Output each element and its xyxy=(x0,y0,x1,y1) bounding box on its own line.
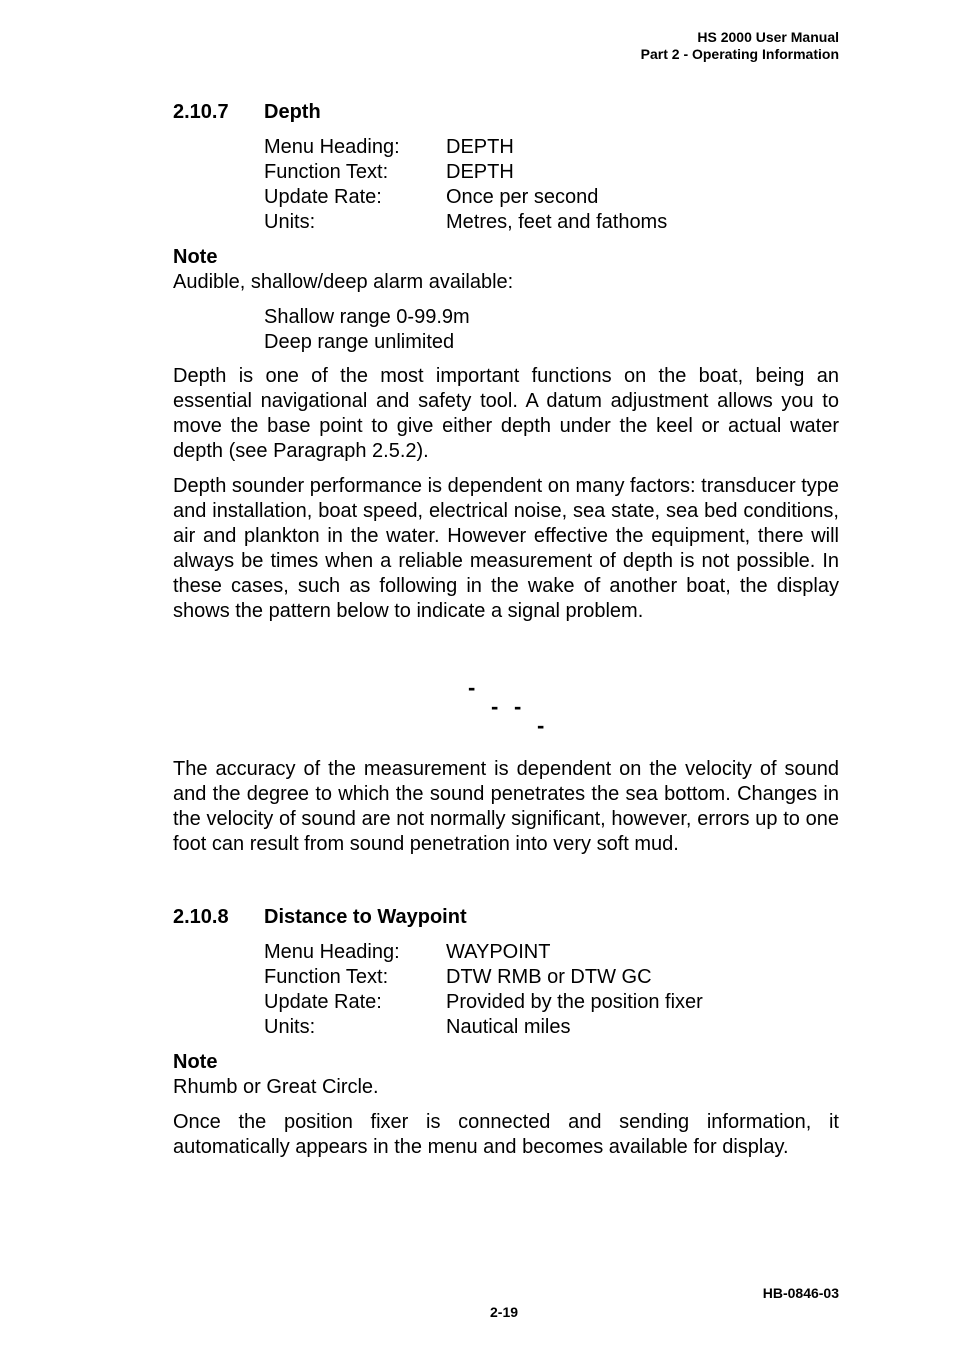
range-item: Deep range unlimited xyxy=(264,331,455,353)
note-text: Rhumb or Great Circle. xyxy=(173,1076,379,1098)
pattern-dash: - xyxy=(468,675,476,700)
note-heading: Note xyxy=(173,1051,218,1073)
spec-label: Function Text: xyxy=(264,966,389,988)
spec-value: DTW RMB or DTW GC xyxy=(446,966,652,988)
note-heading: Note xyxy=(173,246,218,268)
spec-row xyxy=(264,940,550,965)
spec-label: Units: xyxy=(264,211,316,233)
section-heading-depth xyxy=(173,100,321,125)
page-number: 2-19 xyxy=(490,1304,519,1320)
section-number: 2.10.8 xyxy=(173,906,229,928)
spec-row xyxy=(264,160,514,185)
range-item: Shallow range 0-99.9m xyxy=(264,306,470,328)
spec-value: Once per second xyxy=(446,186,599,208)
spec-label: Menu Heading: xyxy=(264,136,400,158)
section-number: 2.10.7 xyxy=(173,101,229,123)
note-text: Audible, shallow/deep alarm available: xyxy=(173,271,514,293)
paragraph: Once the position fixer is connected and sending information, it automatically appears in the menu and becomes available for display. xyxy=(173,1111,839,1158)
pattern-dash: - xyxy=(491,694,499,719)
pattern-dash: - xyxy=(537,713,545,738)
spec-row xyxy=(264,185,598,210)
spec-label: Menu Heading: xyxy=(264,941,400,963)
pattern-dash: - xyxy=(514,694,522,719)
spec-label: Units: xyxy=(264,1016,316,1038)
paragraph: Depth is one of the most important functions on the boat, being an essential navigational and safety tool. A datum adjustment allows you to move the base point to give either depth under the keel or actual water depth (see Paragraph 2.5.2). xyxy=(173,365,839,462)
section-title: Depth xyxy=(264,101,321,123)
spec-row xyxy=(264,210,667,235)
spec-value: Metres, feet and fathoms xyxy=(446,211,668,233)
spec-value: Provided by the position fixer xyxy=(446,991,703,1013)
spec-label: Function Text: xyxy=(264,161,389,183)
spec-row xyxy=(264,990,703,1015)
spec-value: WAYPOINT xyxy=(446,941,551,963)
section-heading-waypoint xyxy=(173,905,467,930)
spec-value: DEPTH xyxy=(446,136,514,158)
paragraph: Depth sounder performance is dependent on many factors: transducer type and installation, boat speed, electrical noise, sea state, sea bed conditions, air and plankton in the water. However effective the equipment, there will always be times when a reliable measurement of depth is not possible. In these cases, such as following in the wake of another boat, the display shows the pattern below to indicate a signal problem. xyxy=(173,475,839,622)
part-title: Part 2 - Operating Information xyxy=(640,46,839,62)
spec-row xyxy=(264,965,652,990)
document-id: HB-0846-03 xyxy=(762,1285,839,1301)
spec-label: Update Rate: xyxy=(264,186,382,208)
section-title: Distance to Waypoint xyxy=(264,906,467,928)
spec-row xyxy=(264,135,514,160)
spec-value: DEPTH xyxy=(446,161,514,183)
manual-title: HS 2000 User Manual xyxy=(697,29,839,45)
running-header xyxy=(641,29,839,63)
paragraph: The accuracy of the measurement is dependent on the velocity of sound and the degree to which the sound penetrates the sea bottom. Changes in the velocity of sound are not normally significant, however, errors up to one foot can result from sound penetration into very soft mud. xyxy=(173,758,839,855)
spec-label: Update Rate: xyxy=(264,991,382,1013)
spec-row xyxy=(264,1015,570,1040)
spec-value: Nautical miles xyxy=(446,1016,571,1038)
